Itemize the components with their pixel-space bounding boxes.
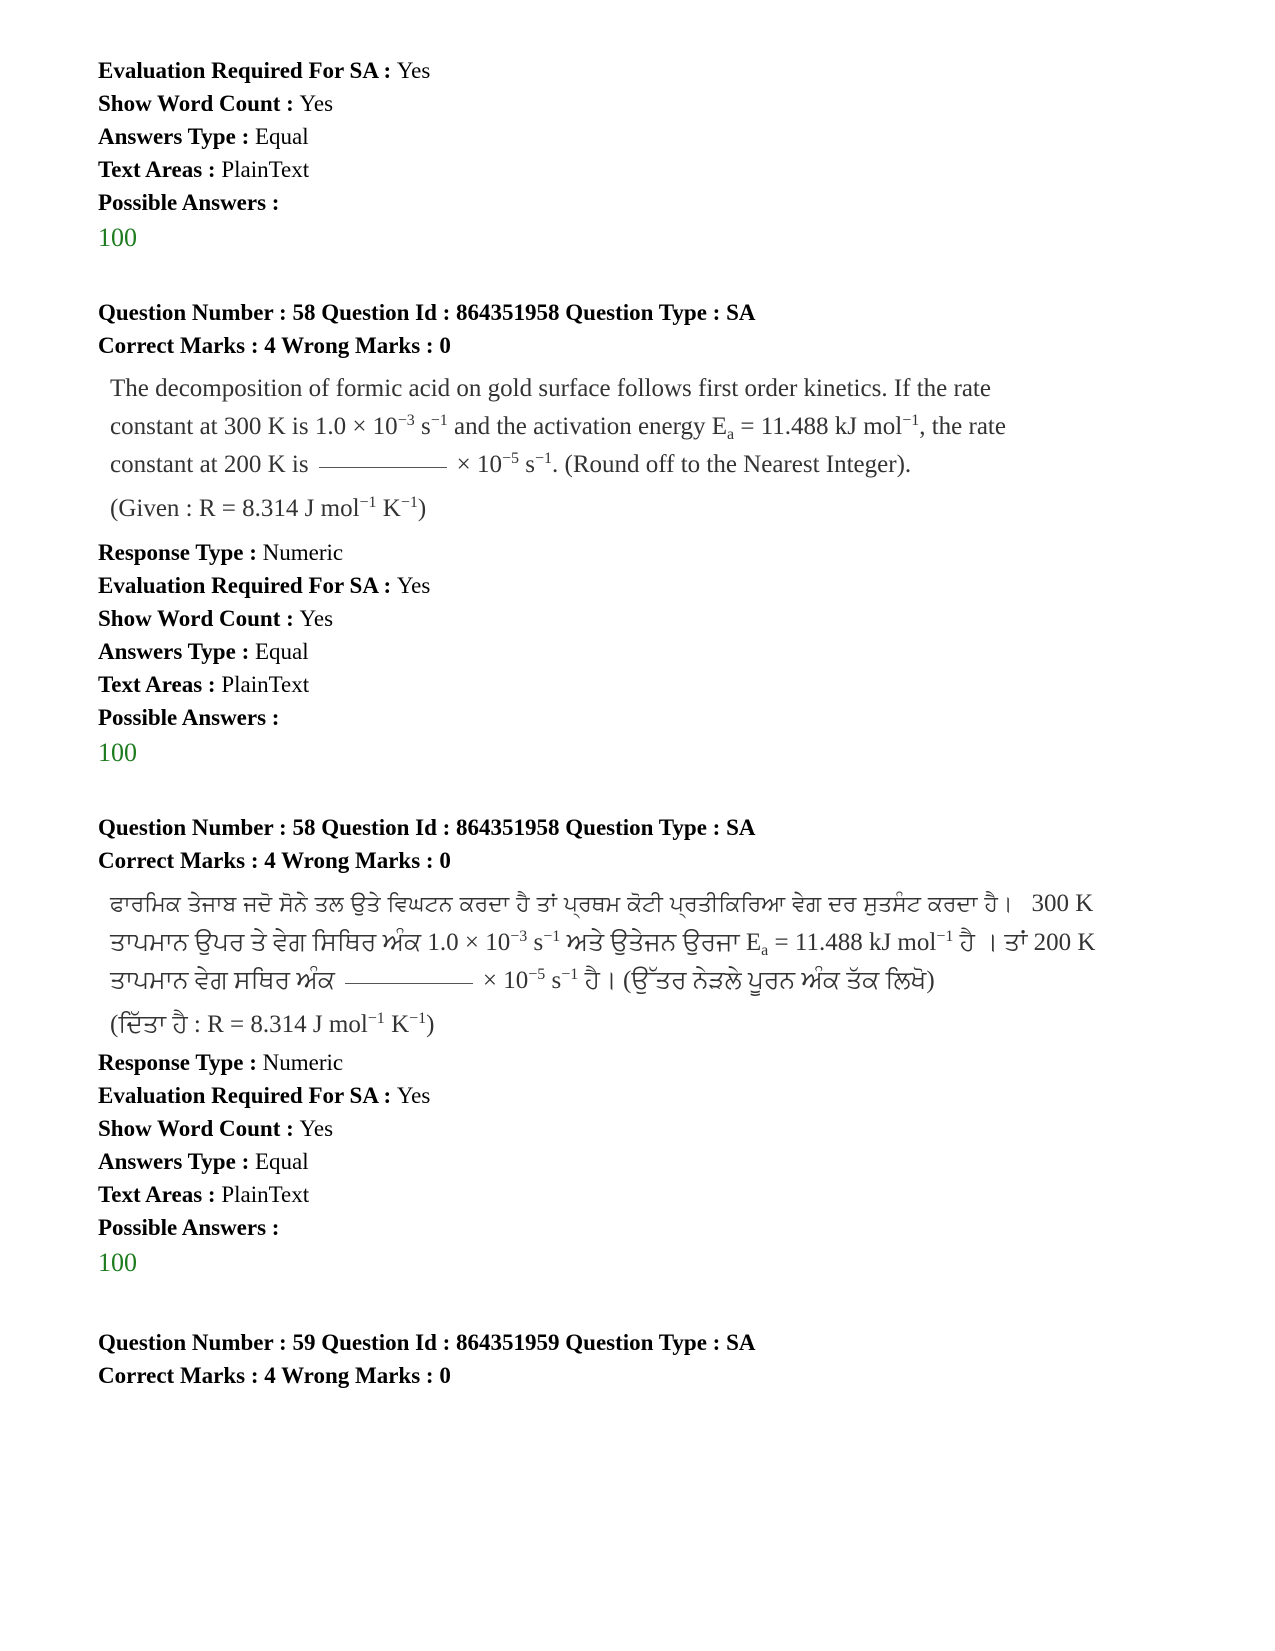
question-58-punjabi [98,811,1160,1280]
meta-row-text-areas: Text Areas : PlainText [98,672,310,697]
question-line-3: ਤਾਪਮਾਨ ਵੇਗ ਸਥਿਰ ਅੰਕ × $10^{-5}$ $s^{-1}$ ਹੈ। (ਉੱਤਰ ਨੇੜਲੇ ਪੂਰਨ ਅੰਕ ਤੱਕ ਲਿਖੋ) [110,966,935,994]
possible-answer-value: 100 [98,1248,137,1277]
question-header: Question Number : 59 Question Id : 864351959 Question Type : SA [98,1330,756,1355]
question-58-english [98,296,1160,770]
given-constant: (Given : R = 8.314 J mol$^{-1}$ $K^{-1}$) [110,494,427,522]
possible-answer-value: 100 [98,223,137,252]
meta-row-answers-type: Answers Type : Equal [98,124,309,149]
question-meta [98,536,1160,770]
question-header: Question Number : 58 Question Id : 864351958 Question Type : SA [98,815,756,840]
meta-row-evaluation: Evaluation Required For SA : Yes [98,58,431,83]
question-line-1: The decomposition of formic acid on gold surface follows first order kinetics. If the rate [110,375,991,402]
answer-blank [345,983,473,984]
possible-answer-value: 100 [98,738,137,767]
meta-row-word-count: Show Word Count : Yes [98,606,334,631]
meta-row-text-areas: Text Areas : PlainText [98,1182,310,1207]
question-text [98,885,1160,1000]
meta-row-possible-answers: Possible Answers : [98,1215,280,1240]
question-line-1: ਫਾਰਮਿਕ ਤੇਜਾਬ ਜਦੋ ਸੋਨੇ ਤਲ ਉਤੇ ਵਿਘਟਨ ਕਰਦਾ ਹੈ ਤਾਂ ਪ੍ਰਥਮ ਕੋਟੀ ਪ੍ਰਤੀਕਿਰਿਆ ਵੇਗ ਦਰ ਸੁਤਸੰਟ ਕਰਦਾ ਹੈ। 300 K [110,890,1094,917]
question-line-2: constant at 300 K is $1.0 \times 10^{-3}$ $s^{-1}$ and the activation energy $E_a = 11.488$ kJ mol$^{-1}$, the rate [110,412,1006,443]
meta-row-word-count: Show Word Count : Yes [98,91,334,116]
meta-row-answers-type: Answers Type : Equal [98,1149,309,1174]
meta-row-evaluation: Evaluation Required For SA : Yes [98,1083,431,1108]
marks-header: Correct Marks : 4 Wrong Marks : 0 [98,1363,451,1388]
answer-blank [319,467,447,468]
question-59 [98,1326,756,1392]
question-line-3: constant at 200 K is × $10^{-5}$ $s^{-1}$. (Round off to the Nearest Integer). [110,450,912,478]
meta-row-answers-type: Answers Type : Equal [98,639,309,664]
meta-row-possible-answers: Possible Answers : [98,705,280,730]
meta-row-possible-answers: Possible Answers : [98,190,280,215]
top-meta-block [98,54,430,255]
meta-row-response-type: Response Type : Numeric [98,1050,344,1075]
meta-row-text-areas: Text Areas : PlainText [98,157,310,182]
meta-row-response-type: Response Type : Numeric [98,540,344,565]
marks-header: Correct Marks : 4 Wrong Marks : 0 [98,333,451,358]
question-header: Question Number : 58 Question Id : 864351958 Question Type : SA [98,300,756,325]
question-line-2: ਤਾਪਮਾਨ ਉਪਰ ਤੇ ਵੇਗ ਸਿਥਿਰ ਅੰਕ $1.0 \times 10^{-3}$ $s^{-1}$ ਅਤੇ ਉਤੇਜਨ ਉਰਜਾ $E_a = 11.488$ kJ mol$^{-1}$ ਹੈ । ਤਾਂ 200 K [110,928,1096,959]
meta-row-word-count: Show Word Count : Yes [98,1116,334,1141]
given-constant: (ਦਿੱਤਾ ਹੈ : R = 8.314 J mol$^{-1}$ $K^{-1}$) [110,1010,435,1038]
question-meta [98,1046,1160,1280]
question-text [98,370,1160,484]
meta-row-evaluation: Evaluation Required For SA : Yes [98,573,431,598]
marks-header: Correct Marks : 4 Wrong Marks : 0 [98,848,451,873]
